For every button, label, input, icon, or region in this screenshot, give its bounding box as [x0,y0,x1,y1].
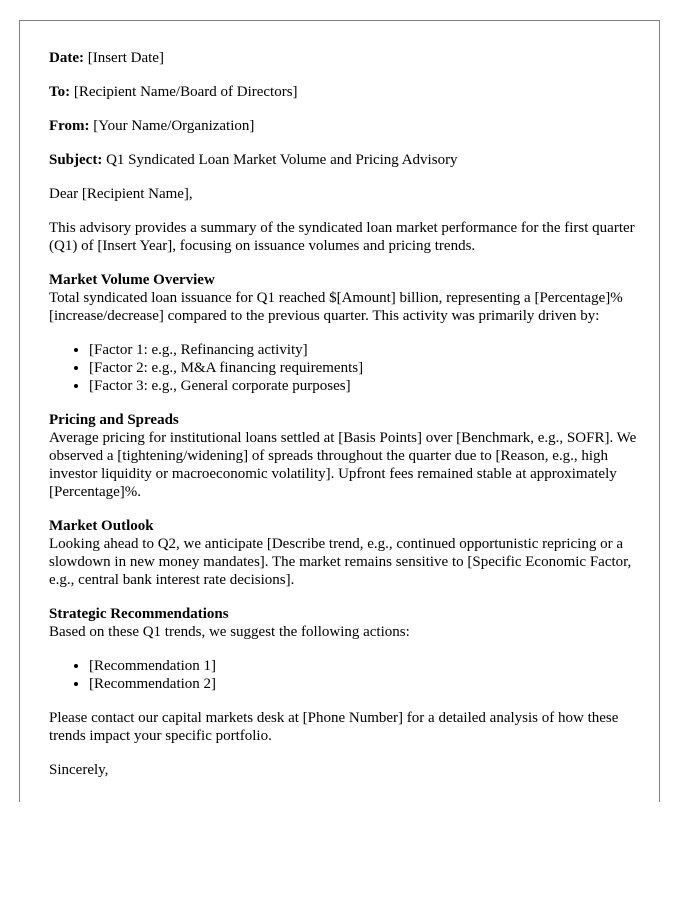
to-label: To: [49,84,71,100]
volume-factor-list [49,341,639,395]
recommendations-paragraph [49,605,639,641]
signoff: Sincerely, [49,762,109,778]
intro-paragraph: This advisory provides a summary of the syndicated loan market performance for the first quarter (Q1) of [Insert Year], focusing on issuance volumes and pricing trends. [49,220,635,254]
date-line [49,49,639,67]
recommendations-section [49,605,639,693]
greeting: Dear [Recipient Name], [49,186,193,202]
list-item: • [Recommendation 1] [89,657,639,675]
list-item: • [Factor 2: e.g., M&A financing requirements] [89,359,639,377]
subject-line [49,151,639,169]
from-value: [Your Name/Organization] [93,118,255,134]
to-line [49,83,639,101]
volume-body: Total syndicated loan issuance for Q1 reached $[Amount] billion, representing a [Percentage]% [increase/decrease] compared to the previous quarter. This activity was primarily driven by: [49,290,623,324]
outlook-body: Looking ahead to Q2, we anticipate [Describe trend, e.g., continued opportunistic repricing or a slowdown in new money mandates]. The market remains sensitive to [Specific Economic Factor, e.g., central bank interest rate decisions]. [49,536,632,588]
subject-value: Q1 Syndicated Loan Market Volume and Pricing Advisory [106,152,458,168]
recommendations-body: Based on these Q1 trends, we suggest the following actions: [49,624,410,640]
volume-title: Market Volume Overview [49,272,215,288]
list-item: • [Factor 1: e.g., Refinancing activity] [89,341,639,359]
from-label: From: [49,118,90,134]
date-label: Date: [49,50,84,66]
pricing-title: Pricing and Spreads [49,412,179,428]
recommendations-list [49,657,639,693]
outlook-title: Market Outlook [49,518,154,534]
volume-section [49,271,639,395]
pricing-body: Average pricing for institutional loans settled at [Basis Points] over [Benchmark, e.g., SOFR]. We observed a [tightening/widening] of spreads throughout the quarter due to [Reason, e.g., high investor liquidity or macroeconomic volatility]. Upfront fees remained stable at approximately [Percentage]%. [49,430,637,500]
list-item: • [Recommendation 2] [89,675,639,693]
letter-content [49,49,639,795]
volume-paragraph [49,271,639,325]
to-value: [Recipient Name/Board of Directors] [73,84,298,100]
closing-paragraph: Please contact our capital markets desk at [Phone Number] for a detailed analysis of how these trends impact your specific portfolio. [49,710,619,744]
recommendations-title: Strategic Recommendations [49,606,229,622]
date-value: [Insert Date] [87,50,164,66]
letter-page [19,20,660,802]
list-item: • [Factor 3: e.g., General corporate purposes] [89,377,639,395]
outlook-paragraph [49,517,639,589]
pricing-paragraph [49,411,639,501]
subject-label: Subject: [49,152,103,168]
from-line [49,117,639,135]
